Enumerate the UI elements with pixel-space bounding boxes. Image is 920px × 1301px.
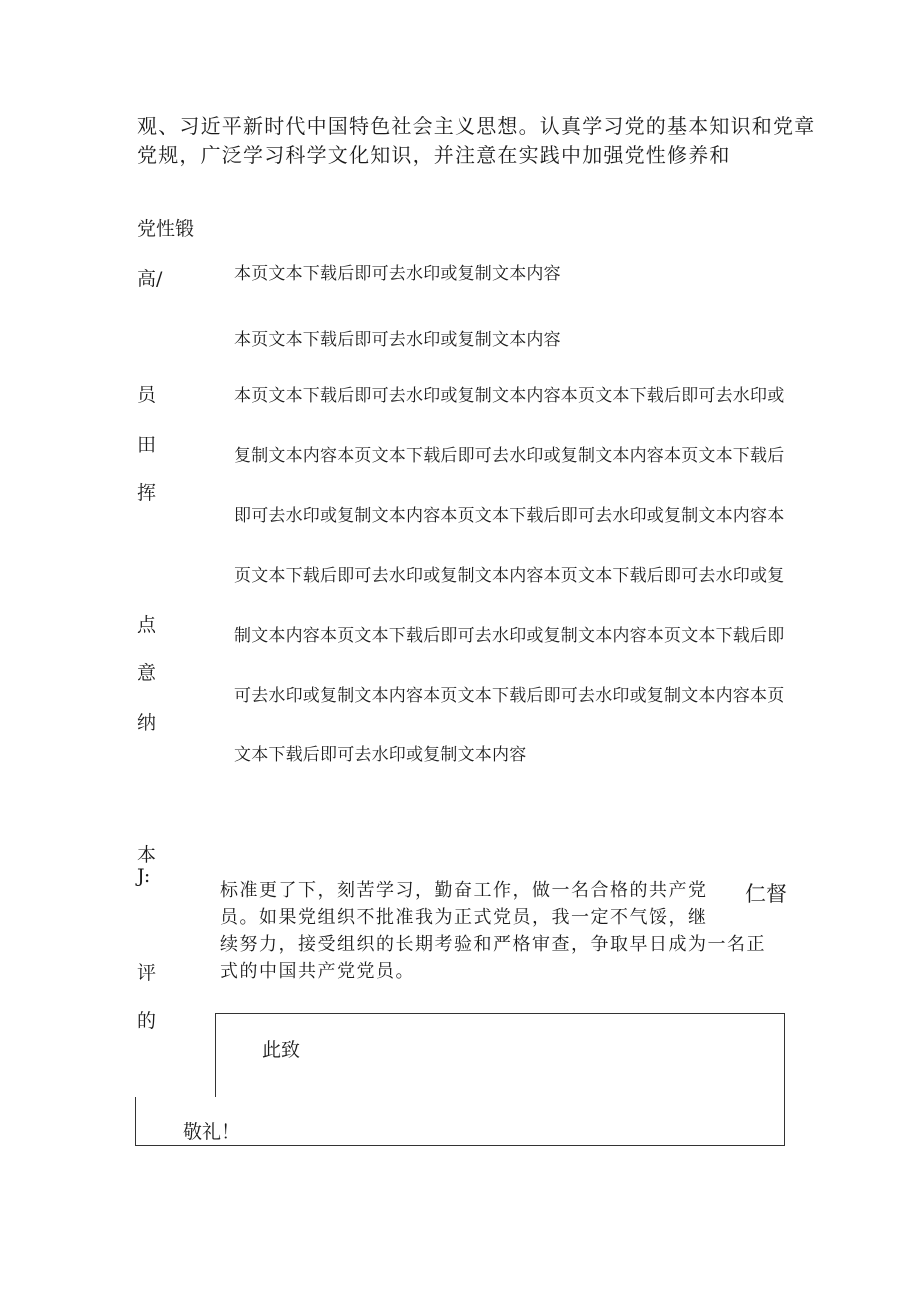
left-fragment-8: 纳 xyxy=(137,712,157,734)
body-line-3: 续努力，接受组织的长期考验和严格审查，争取早日成为一名正 xyxy=(220,934,766,955)
right-fragment: 仁督 xyxy=(745,882,787,906)
body-line-2: 员。如果党组织不批准我为正式党员，我一定不气馁，继 xyxy=(220,907,708,928)
closing-box-top-border xyxy=(215,1013,785,1014)
left-fragment-11: 评 xyxy=(137,962,157,984)
left-fragment-1: 党性锻 xyxy=(137,218,195,240)
closing-box-right-border xyxy=(784,1013,785,1146)
watermark-line-3: 本页文本下载后即可去水印或复制文本内容本页文本下载后即可去水印或 xyxy=(234,386,785,406)
intro-line-2: 党规，广泛学习科学文化知识，并注意在实践中加强党性修养和 xyxy=(137,143,731,167)
watermark-line-9: 文本下载后即可去水印或复制文本内容 xyxy=(234,745,527,765)
left-fragment-4: 田 xyxy=(137,434,157,456)
watermark-line-2: 本页文本下载后即可去水印或复制文本内容 xyxy=(234,330,561,350)
closing-box-inner-left-border xyxy=(215,1013,216,1097)
watermark-line-5: 即可去水印或复制文本内容本页文本下载后即可去水印或复制文本内容本 xyxy=(234,506,785,526)
left-fragment-2: 高/ xyxy=(137,268,163,290)
left-fragment-5: 挥 xyxy=(137,482,157,504)
closing-box-bottom-border xyxy=(135,1145,785,1146)
watermark-line-7: 制文本内容本页文本下载后即可去水印或复制文本内容本页文本下载后即 xyxy=(234,626,785,646)
watermark-line-4: 复制文本内容本页文本下载后即可去水印或复制文本内容本页文本下载后 xyxy=(234,446,785,466)
closing-salute: 敬礼！ xyxy=(183,1121,241,1143)
closing-greeting: 此致 xyxy=(262,1039,301,1061)
left-fragment-12: 的 xyxy=(137,1010,157,1032)
left-fragment-3: 员 xyxy=(137,384,157,406)
left-fragment-6: 点 xyxy=(137,614,157,636)
body-line-1: 标准更了下，刻苦学习，勤奋工作，做一名合格的共产党 xyxy=(220,880,708,901)
left-fragment-10: J: xyxy=(137,865,151,887)
left-fragment-9: 本 xyxy=(137,844,157,866)
watermark-line-1: 本页文本下载后即可去水印或复制文本内容 xyxy=(234,264,561,284)
watermark-line-6: 页文本下载后即可去水印或复制文本内容本页文本下载后即可去水印或复 xyxy=(234,566,785,586)
watermark-line-8: 可去水印或复制文本内容本页文本下载后即可去水印或复制文本内容本页 xyxy=(234,686,785,706)
intro-line-1: 观、习近平新时代中国特色社会主义思想。认真学习党的基本知识和党章 xyxy=(137,114,816,138)
closing-box-outer-left-border xyxy=(135,1097,136,1146)
body-line-4: 式的中国共产党党员。 xyxy=(220,961,415,982)
left-fragment-7: 意 xyxy=(137,662,157,684)
